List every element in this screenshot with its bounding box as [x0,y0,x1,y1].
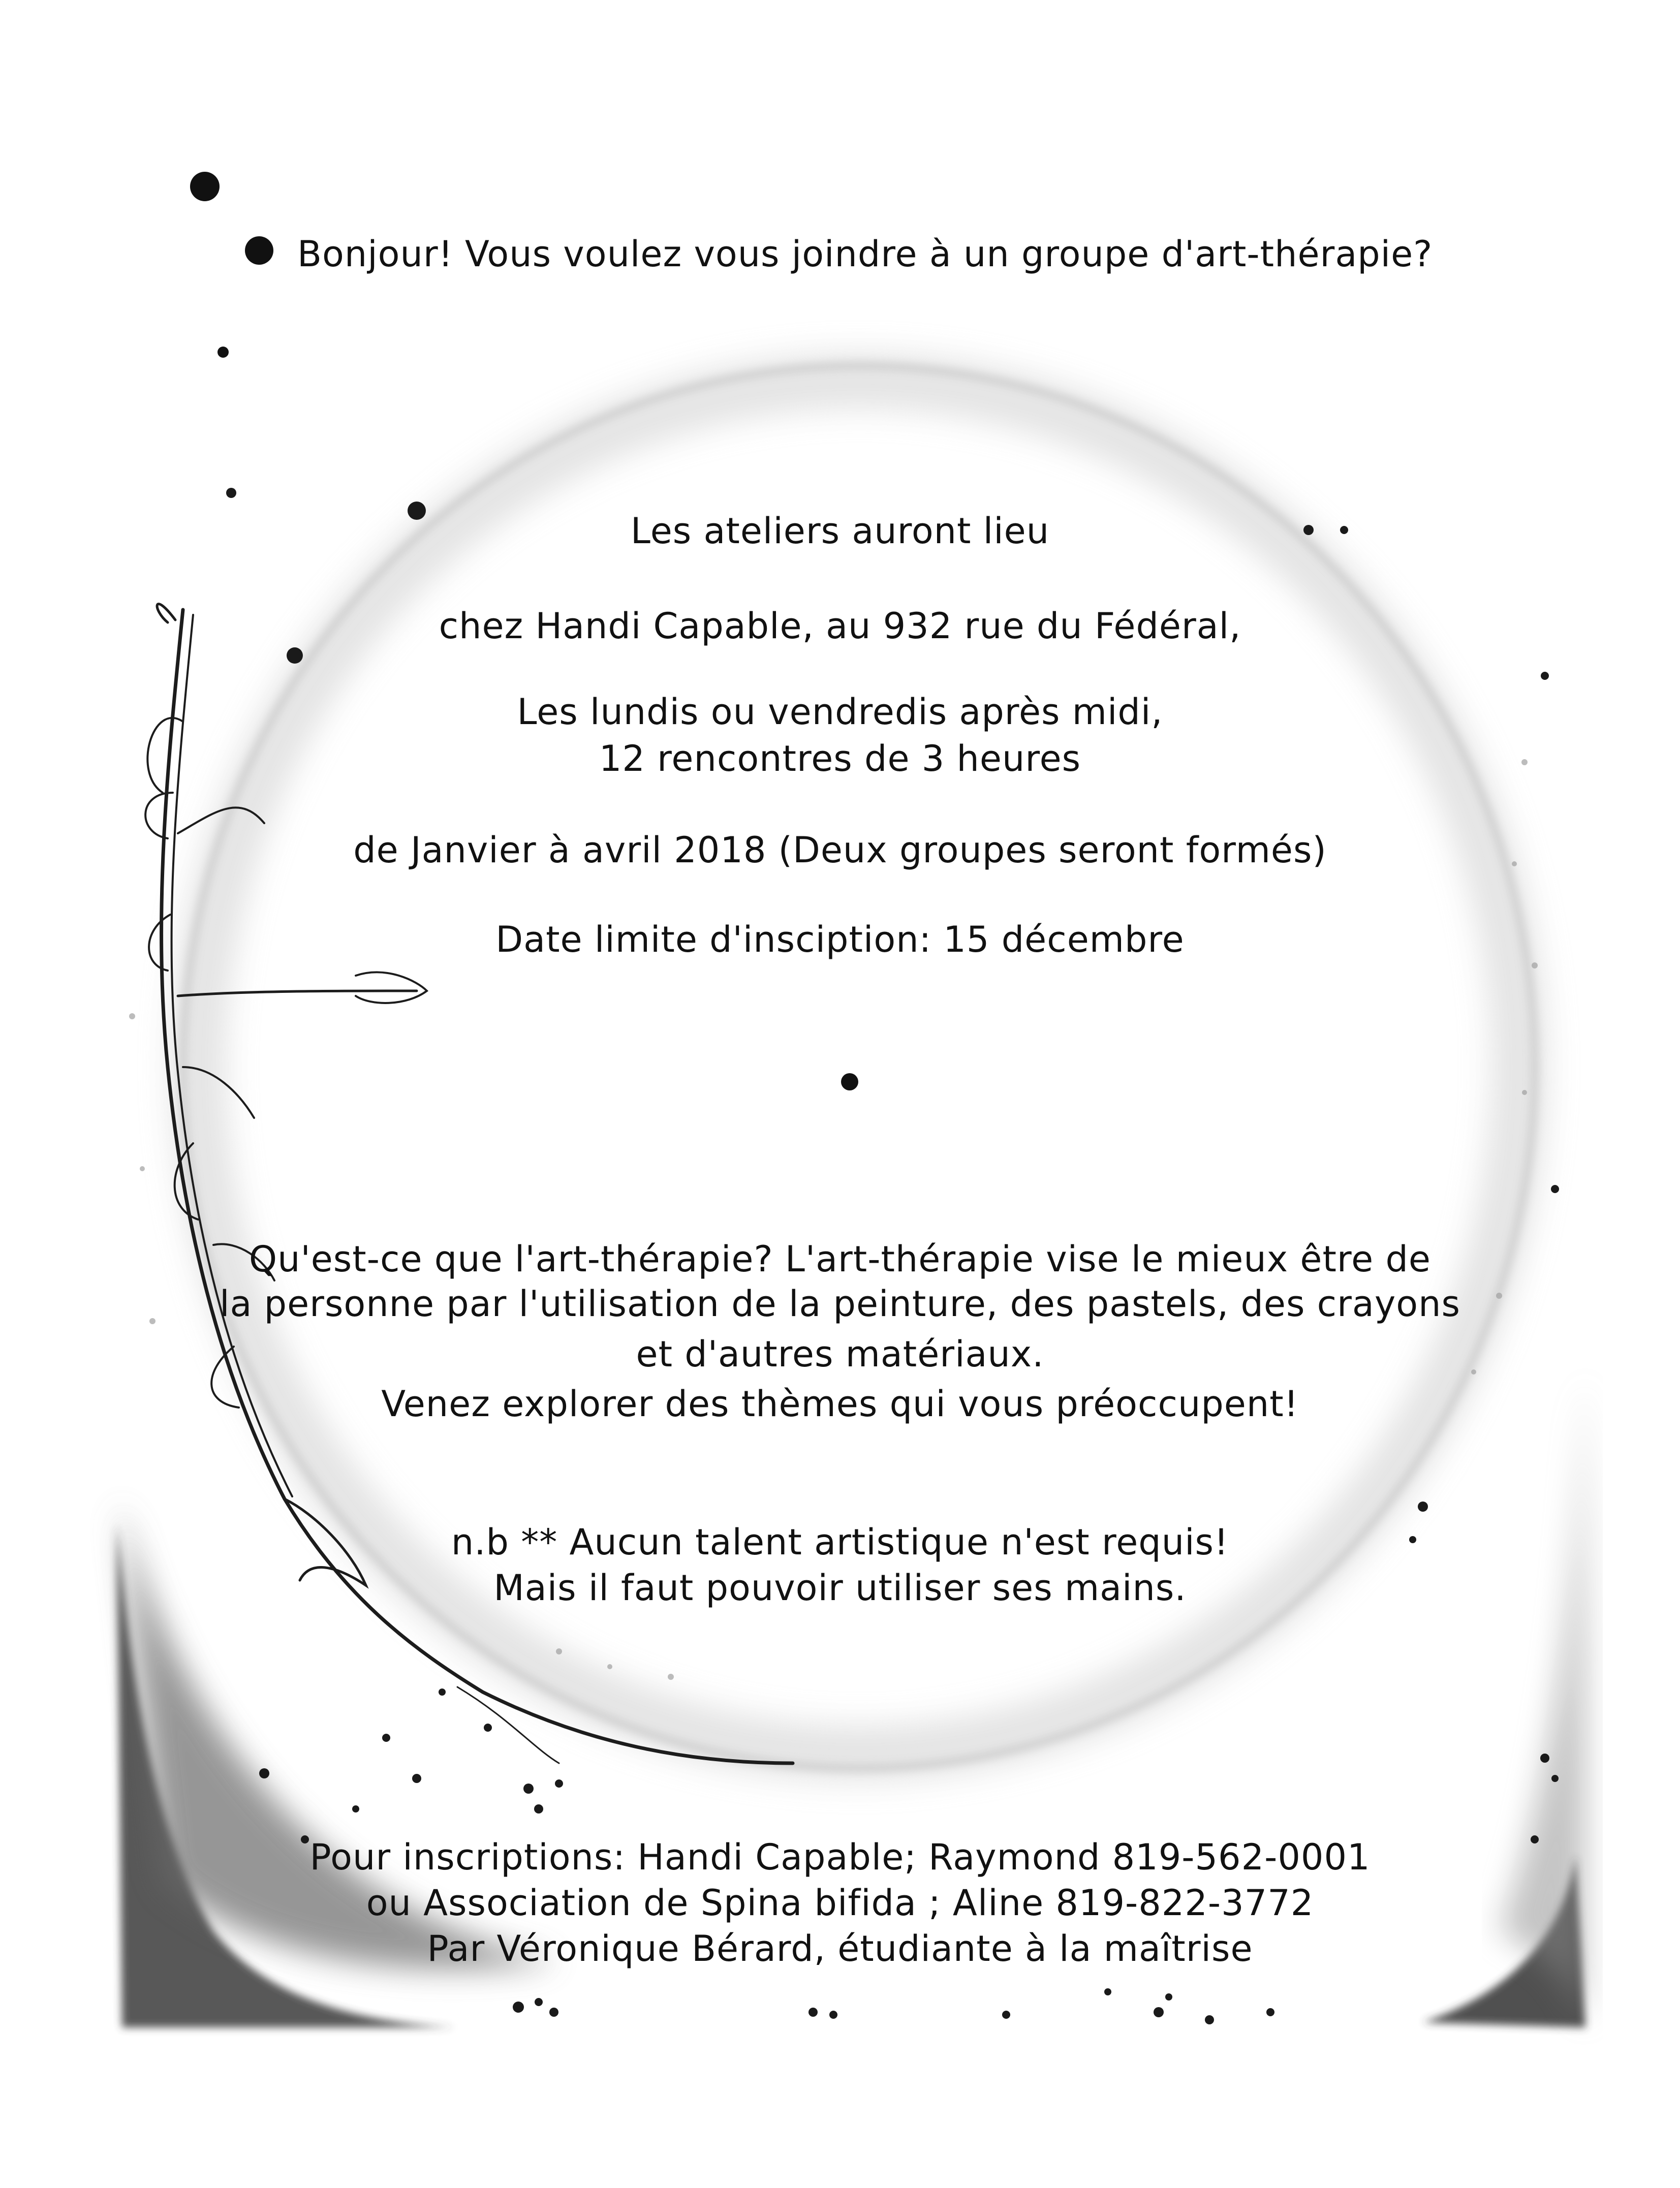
description-line-3: et d'autres matériaux. [636,1333,1044,1375]
contact-line-2: ou Association de Spina bifida ; Aline 819-822-3772 [366,1882,1314,1924]
bullet-dot-small [217,347,229,358]
contact-line-3: Par Véronique Bérard, étudiante à la maîtrise [427,1928,1253,1970]
contact-line-1: Pour inscriptions: Handi Capable; Raymond 819-562-0001 [309,1836,1371,1878]
details-schedule: Les lundis ou vendredis après midi, [517,691,1163,733]
note-line-2: Mais il faut pouvoir utiliser ses mains. [493,1567,1187,1609]
greeting-headline: Bonjour! Vous voulez vous joindre à un groupe d'art-thérapie? [297,233,1433,275]
bullet-dot-center [841,1073,858,1090]
details-address: chez Handi Capable, au 932 rue du Fédéral, [439,605,1241,647]
details-period: de Janvier à avril 2018 (Deux groupes seront formés) [353,829,1327,871]
description-line-2: la personne par l'utilisation de la peinture, des pastels, des crayons [220,1283,1460,1325]
details-sessions: 12 rencontres de 3 heures [599,738,1081,779]
details-deadline: Date limite d'insciption: 15 décembre [495,919,1185,960]
description-line-4: Venez explorer des thèmes qui vous préoccupent! [381,1383,1299,1425]
description-line-1: Qu'est-ce que l'art-thérapie? L'art-thérapie vise le mieux être de [249,1238,1431,1280]
bullet-dot-header [245,236,273,265]
details-location-intro: Les ateliers auront lieu [630,510,1050,552]
bullet-dot-large [190,172,220,201]
note-line-1: n.b ** Aucun talent artistique n'est requis! [451,1521,1229,1563]
